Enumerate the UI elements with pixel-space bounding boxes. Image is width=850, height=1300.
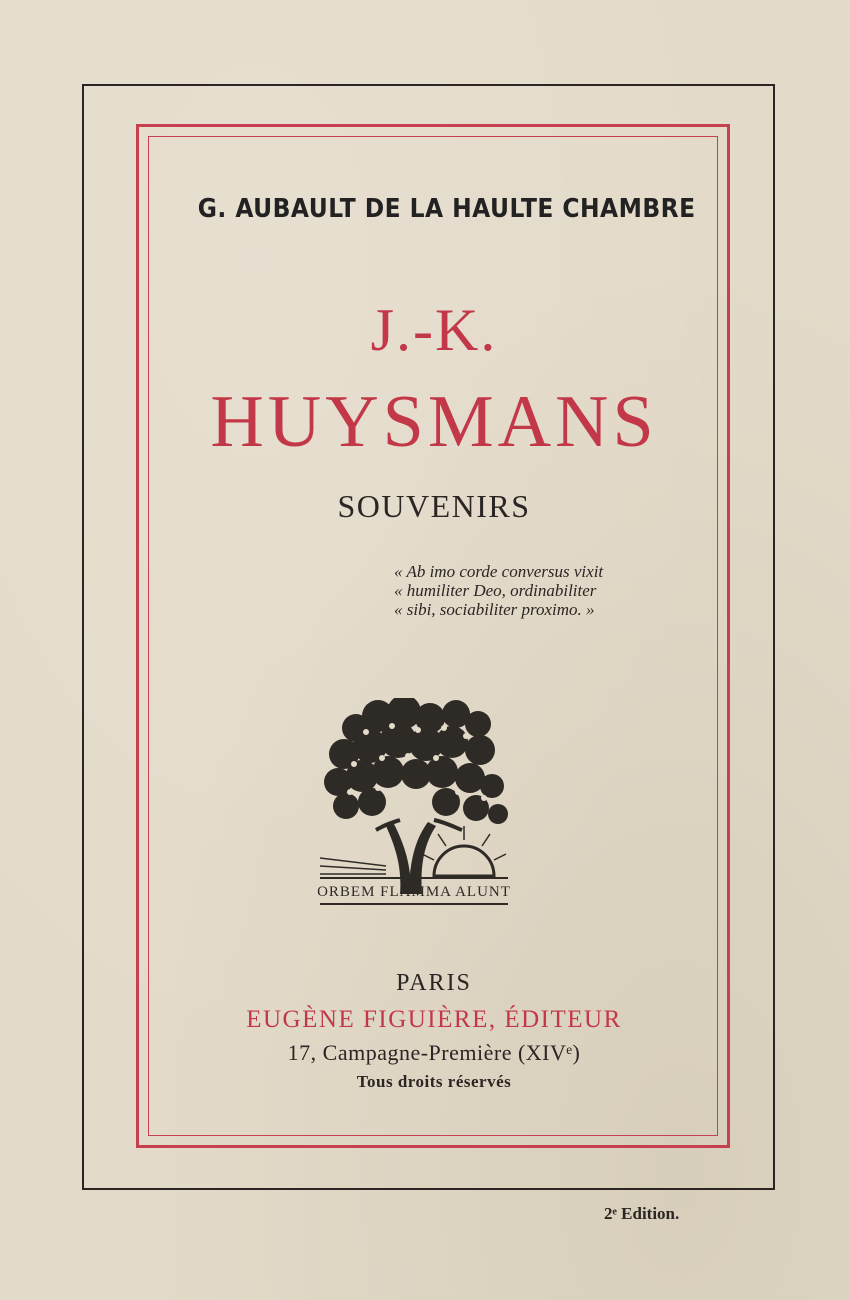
emblem-motto: ORBEM FLAMMA ALUNT	[317, 884, 511, 900]
epigraph-line: « Ab imo corde conversus vixit	[394, 562, 604, 581]
epigraph-line: « sibi, sociabiliter proximo. »	[394, 600, 595, 619]
author-name: G. AUBAULT DE LA HAULTE CHAMBRE	[197, 194, 696, 224]
tree-sun-emblem-icon	[316, 698, 512, 910]
title-surname: HUYSMANS	[210, 381, 658, 463]
publisher-address: 17, Campagne-Première (XIVᵉ)	[287, 1040, 581, 1065]
place-of-publication: PARIS	[396, 970, 472, 996]
epigraph	[394, 562, 603, 619]
title-initials: J.-K.	[370, 297, 498, 363]
edition-label: 2ᵉ Edition.	[604, 1204, 680, 1223]
subtitle: SOUVENIRS	[337, 488, 531, 524]
publisher-name: EUGÈNE FIGUIÈRE, ÉDITEUR	[246, 1006, 622, 1033]
rights-notice: Tous droits réservés	[356, 1072, 512, 1091]
epigraph-line: « humiliter Deo, ordinabiliter	[394, 581, 597, 600]
